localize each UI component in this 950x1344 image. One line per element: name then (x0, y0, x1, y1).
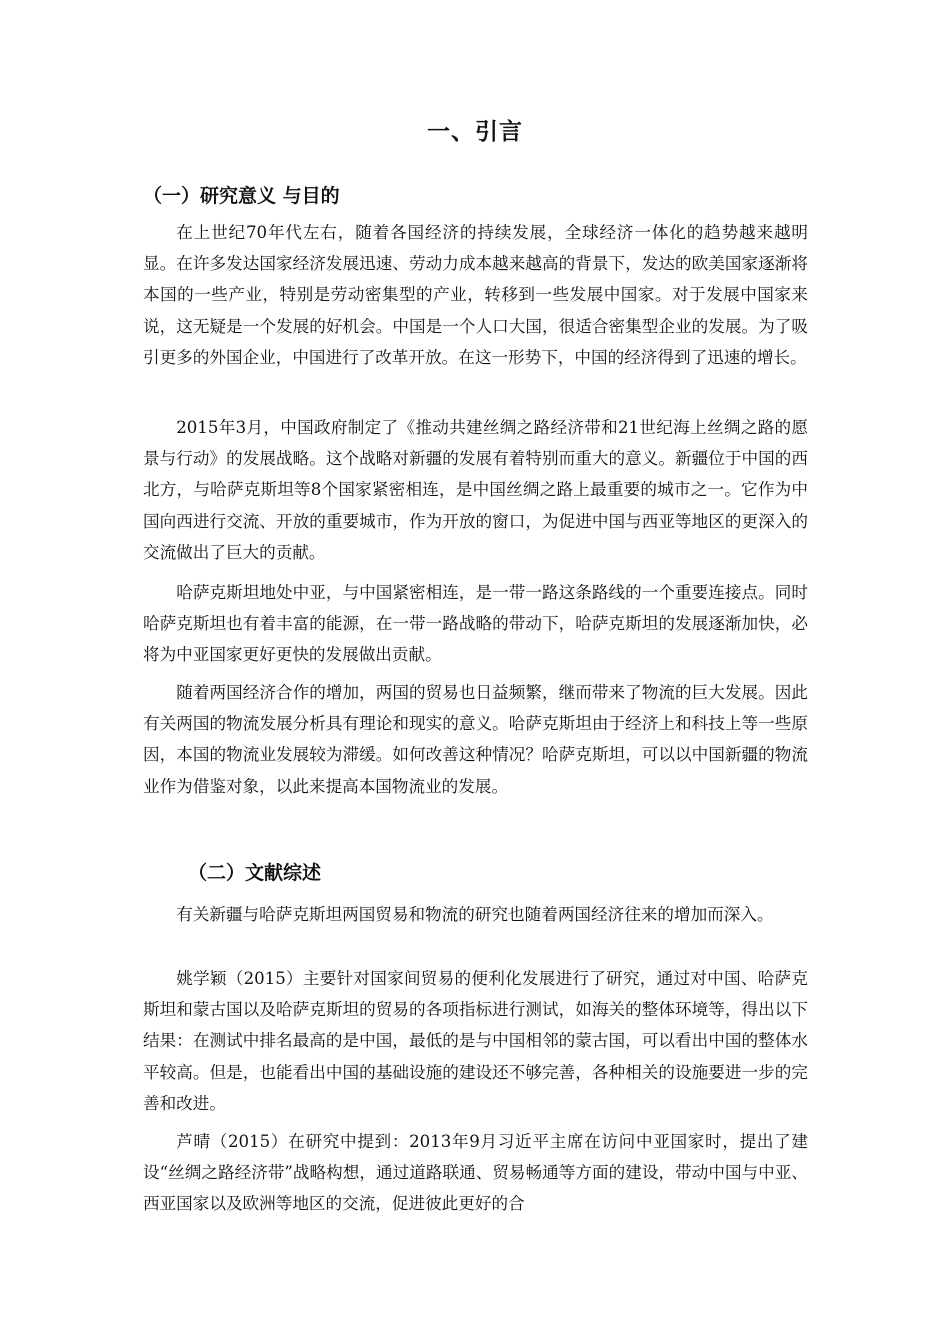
paragraph: 芦晴（2015）在研究中提到：2013年9月习近平主席在访问中亚国家时，提出了建设“丝绸之路经济带”战略构想，通过道路联通、贸易畅通等方面的建设，带动中国与中亚、西亚国家以及欧洲等地区的交流，促进彼此更好的合 (143, 1132, 808, 1214)
paragraph: 2015年3月，中国政府制定了《推动共建丝绸之路经济带和21世纪海上丝绸之路的愿景与行动》的发展战略。这个战略对新疆的发展有着特别而重大的意义。新疆位于中国的西北方，与哈萨克斯坦等8个国家紧密相连，是中国丝绸之路上最重要的城市之一。它作为中国向西进行交流、开放的重要城市，作为开放的窗口，为促进中国与西亚等地区的更深入的交流做出了巨大的贡献。 (143, 418, 808, 562)
paragraph: 哈萨克斯坦地处中亚，与中国紧密相连，是一带一路这条路线的一个重要连接点。同时哈萨克斯坦也有着丰富的能源，在一带一路战略的带动下，哈萨克斯坦的发展逐渐加快，必将为中亚国家更好更快的发展做出贡献。 (143, 583, 808, 665)
paragraph: 随着两国经济合作的增加，两国的贸易也日益频繁，继而带来了物流的巨大发展。因此有关两国的物流发展分析具有理论和现实的意义。哈萨克斯坦由于经济上和科技上等一些原因，本国的物流业发展较为滞缓。如何改善这种情况？哈萨克斯坦，可以以中国新疆的物流业作为借鉴对象，以此来提高本国物流业的发展。 (143, 683, 808, 796)
chapter-title: 一、引言 (427, 119, 523, 145)
section-heading-research-significance: （一）研究意义 与目的 (143, 185, 340, 207)
paragraph: 有关新疆与哈萨克斯坦两国贸易和物流的研究也随着两国经济往来的增加而深入。 (176, 905, 774, 924)
paragraph: 在上世纪70年代左右，随着各国经济的持续发展，全球经济一体化的趋势越来越明显。在许多发达国家经济发展迅速、劳动力成本越来越高的背景下，发达的欧美国家逐渐将本国的一些产业，特别是劳动密集型的产业，转移到一些发展中国家。对于发展中国家来说，这无疑是一个发展的好机会。中国是一个人口大国，很适合密集型企业的发展。为了吸引更多的外国企业，中国进行了改革开放。在这一形势下，中国的经济得到了迅速的增长。 (143, 223, 808, 367)
paragraph: 姚学颖（2015）主要针对国家间贸易的便利化发展进行了研究，通过对中国、哈萨克斯坦和蒙古国以及哈萨克斯坦的贸易的各项指标进行测试，如海关的整体环境等，得出以下结果：在测试中排名最高的是中国，最低的是与中国相邻的蒙古国，可以看出中国的整体水平较高。但是，也能看出中国的基础设施的建设还不够完善，各种相关的设施要进一步的完善和改进。 (143, 969, 808, 1113)
section-heading-literature-review: （二）文献综述 (188, 862, 322, 884)
